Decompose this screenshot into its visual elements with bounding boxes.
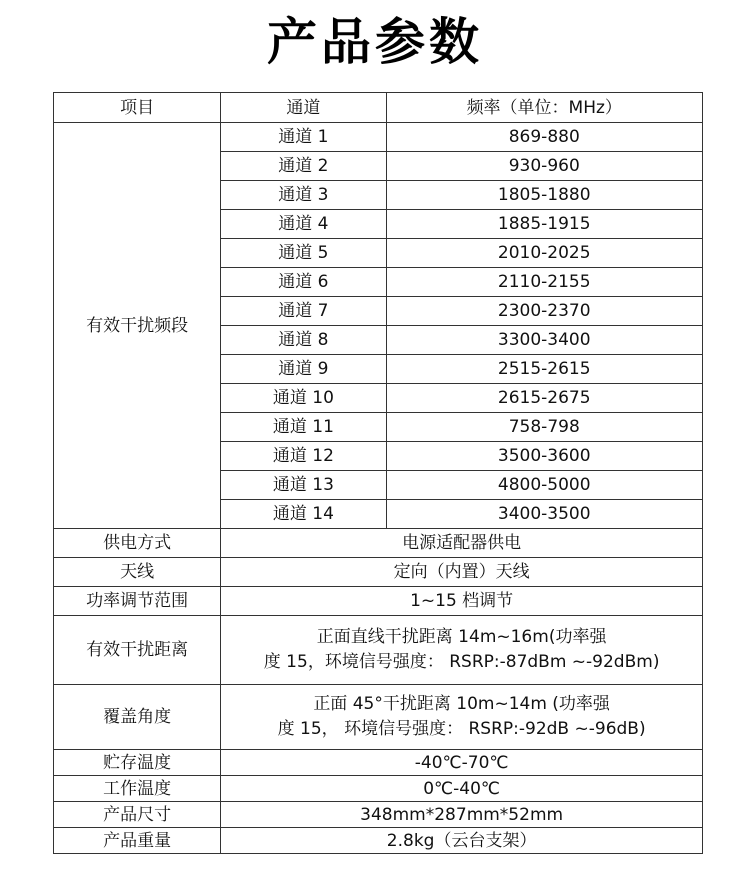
spec-label: 供电方式	[54, 529, 221, 558]
channel-cell: 通道 1	[221, 123, 386, 152]
freq-cell: 1805-1880	[386, 181, 703, 210]
spec-label: 天线	[54, 558, 221, 587]
header-frequency: 频率（单位：MHz）	[386, 93, 703, 123]
freq-cell: 2300-2370	[386, 297, 703, 326]
channel-cell: 通道 12	[221, 442, 386, 471]
spec-value: 电源适配器供电	[221, 529, 703, 558]
spec-value-line-1: 正面直线干扰距离 14m~16m(功率强	[316, 627, 607, 647]
spec-value	[221, 685, 703, 750]
spec-label: 功率调节范围	[54, 587, 221, 616]
spec-row-size	[54, 802, 703, 828]
channel-cell: 通道 7	[221, 297, 386, 326]
page-title: 产品参数	[267, 13, 483, 71]
spec-label: 贮存温度	[54, 750, 221, 776]
channel-cell: 通道 3	[221, 181, 386, 210]
channel-cell: 通道 13	[221, 471, 386, 500]
table-row	[54, 123, 703, 152]
spec-row-distance	[54, 616, 703, 685]
channel-cell: 通道 8	[221, 326, 386, 355]
spec-value	[221, 616, 703, 685]
spec-value: 348mm*287mm*52mm	[221, 802, 703, 828]
channel-cell: 通道 4	[221, 210, 386, 239]
header-item: 项目	[54, 93, 221, 123]
spec-label: 有效干扰距离	[54, 616, 221, 685]
spec-value-line-1: 正面 45°干扰距离 10m~14m (功率强	[313, 694, 610, 714]
channel-cell: 通道 6	[221, 268, 386, 297]
spec-row-antenna	[54, 558, 703, 587]
spec-row-weight	[54, 828, 703, 854]
spec-row-coverage	[54, 685, 703, 750]
header-channel: 通道	[221, 93, 386, 123]
spec-table	[53, 92, 703, 854]
freq-cell: 4800-5000	[386, 471, 703, 500]
table-header-row	[54, 93, 703, 123]
band-group-label: 有效干扰频段	[54, 123, 221, 529]
freq-cell: 930-960	[386, 152, 703, 181]
spec-value: 定向（内置）天线	[221, 558, 703, 587]
spec-value-line-2: 度 15， 环境信号强度： RSRP:-92dB ~-96dB)	[277, 719, 646, 739]
freq-cell: 2010-2025	[386, 239, 703, 268]
freq-cell: 1885-1915	[386, 210, 703, 239]
spec-label: 产品重量	[54, 828, 221, 854]
freq-cell: 3300-3400	[386, 326, 703, 355]
spec-value: 0℃-40℃	[221, 776, 703, 802]
freq-cell: 3400-3500	[386, 500, 703, 529]
spec-row-power-range	[54, 587, 703, 616]
channel-cell: 通道 2	[221, 152, 386, 181]
channel-cell: 通道 5	[221, 239, 386, 268]
spec-row-power-supply	[54, 529, 703, 558]
freq-cell: 2615-2675	[386, 384, 703, 413]
channel-cell: 通道 11	[221, 413, 386, 442]
freq-cell: 2515-2615	[386, 355, 703, 384]
channel-cell: 通道 14	[221, 500, 386, 529]
spec-label: 覆盖角度	[54, 685, 221, 750]
freq-cell: 3500-3600	[386, 442, 703, 471]
spec-value: -40℃-70℃	[221, 750, 703, 776]
spec-value: 2.8kg（云台支架）	[221, 828, 703, 854]
spec-label: 工作温度	[54, 776, 221, 802]
freq-cell: 2110-2155	[386, 268, 703, 297]
spec-row-storage-temp	[54, 750, 703, 776]
spec-row-work-temp	[54, 776, 703, 802]
spec-value-line-2: 度 15，环境信号强度： RSRP:-87dBm ~-92dBm)	[263, 652, 660, 672]
channel-cell: 通道 9	[221, 355, 386, 384]
freq-cell: 869-880	[386, 123, 703, 152]
freq-cell: 758-798	[386, 413, 703, 442]
channel-cell: 通道 10	[221, 384, 386, 413]
spec-label: 产品尺寸	[54, 802, 221, 828]
spec-value: 1~15 档调节	[221, 587, 703, 616]
